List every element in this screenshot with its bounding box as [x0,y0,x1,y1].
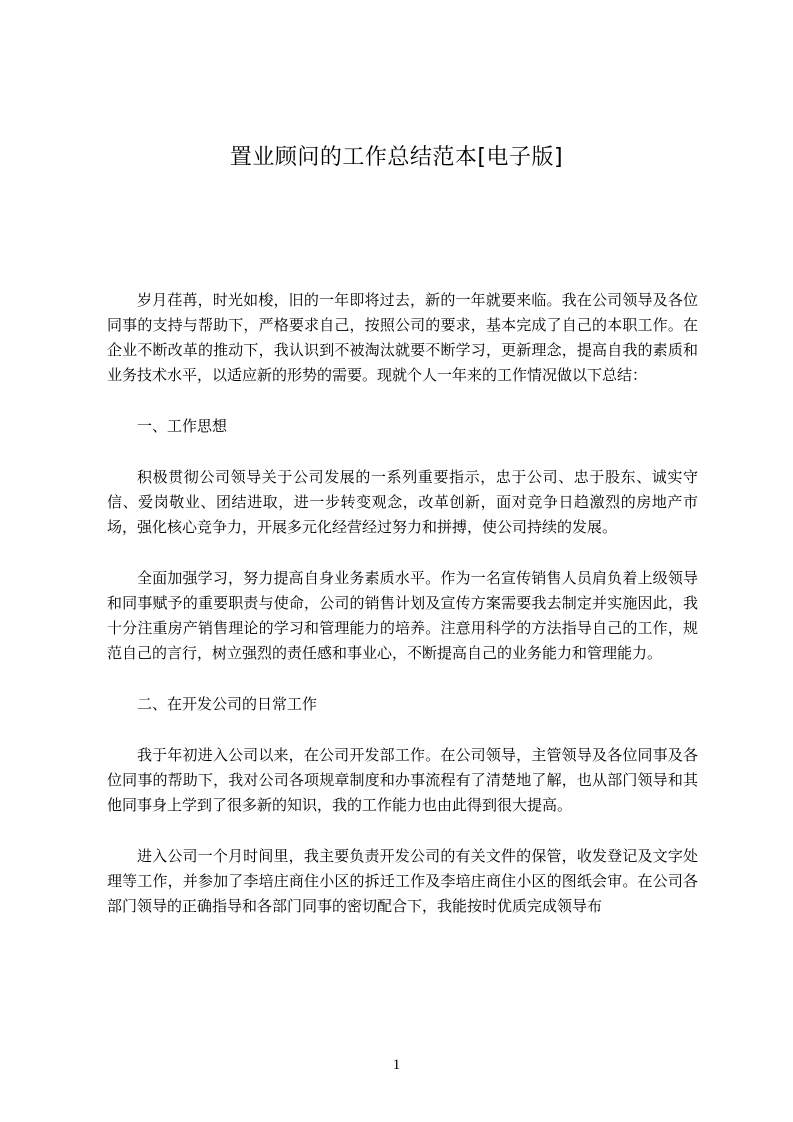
paragraph-work-thinking: 积极贯彻公司领导关于公司发展的一系列重要指示，忠于公司、忠于股东、诚实守信、爱岗敬业、团结进取，进一步转变观念，改革创新，面对竞争日趋激烈的房地产市场，强化核心竞争力，开展多元化经营经过努力和拼搏，使公司持续的发展。 [107,468,698,536]
document-title: 置业顾问的工作总结范本[电子版] [229,145,564,170]
section-heading-daily-work: 二、在开发公司的日常工作 [137,695,318,713]
section-heading-work-thinking: 一、工作思想 [137,417,228,435]
paragraph-joining: 我于年初进入公司以来，在公司开发部工作。在公司领导，主管领导及各位同事及各位同事的帮助下，我对公司各项规章制度和办事流程有了清楚地了解，也从部门领导和其他同事身上学到了很多新的知识，我的工作能力也由此得到很大提高。 [107,746,698,814]
paragraph-study: 全面加强学习，努力提高自身业务素质水平。作为一名宣传销售人员肩负着上级领导和同事赋予的重要职责与使命，公司的销售计划及宣传方案需要我去制定并实施因此，我十分注重房产销售理论的学习和管理能力的培养。注意用科学的方法指导自己的工作，规范自己的言行，树立强烈的责任感和事业心，不断提高自己的业务能力和管理能力。 [107,569,698,662]
paragraph-intro: 岁月荏苒，时光如梭，旧的一年即将过去，新的一年就要来临。我在公司领导及各位同事的支持与帮助下，严格要求自己，按照公司的要求，基本完成了自己的本职工作。在企业不断改革的推动下，我认识到不被淘汰就要不断学习，更新理念，提高自我的素质和业务技术水平，以适应新的形势的需要。现就个人一年来的工作情况做以下总结： [107,291,698,384]
document-body [107,288,698,919]
paragraph-first-month: 进入公司一个月时间里，我主要负责开发公司的有关文件的保管，收发登记及文字处理等工作，并参加了李培庄商住小区的拆迁工作及李培庄商住小区的图纸会审。在公司各部门领导的正确指导和各部门同事的密切配合下，我能按时优质完成领导布 [107,847,698,915]
page-number: 1 [392,1057,401,1073]
